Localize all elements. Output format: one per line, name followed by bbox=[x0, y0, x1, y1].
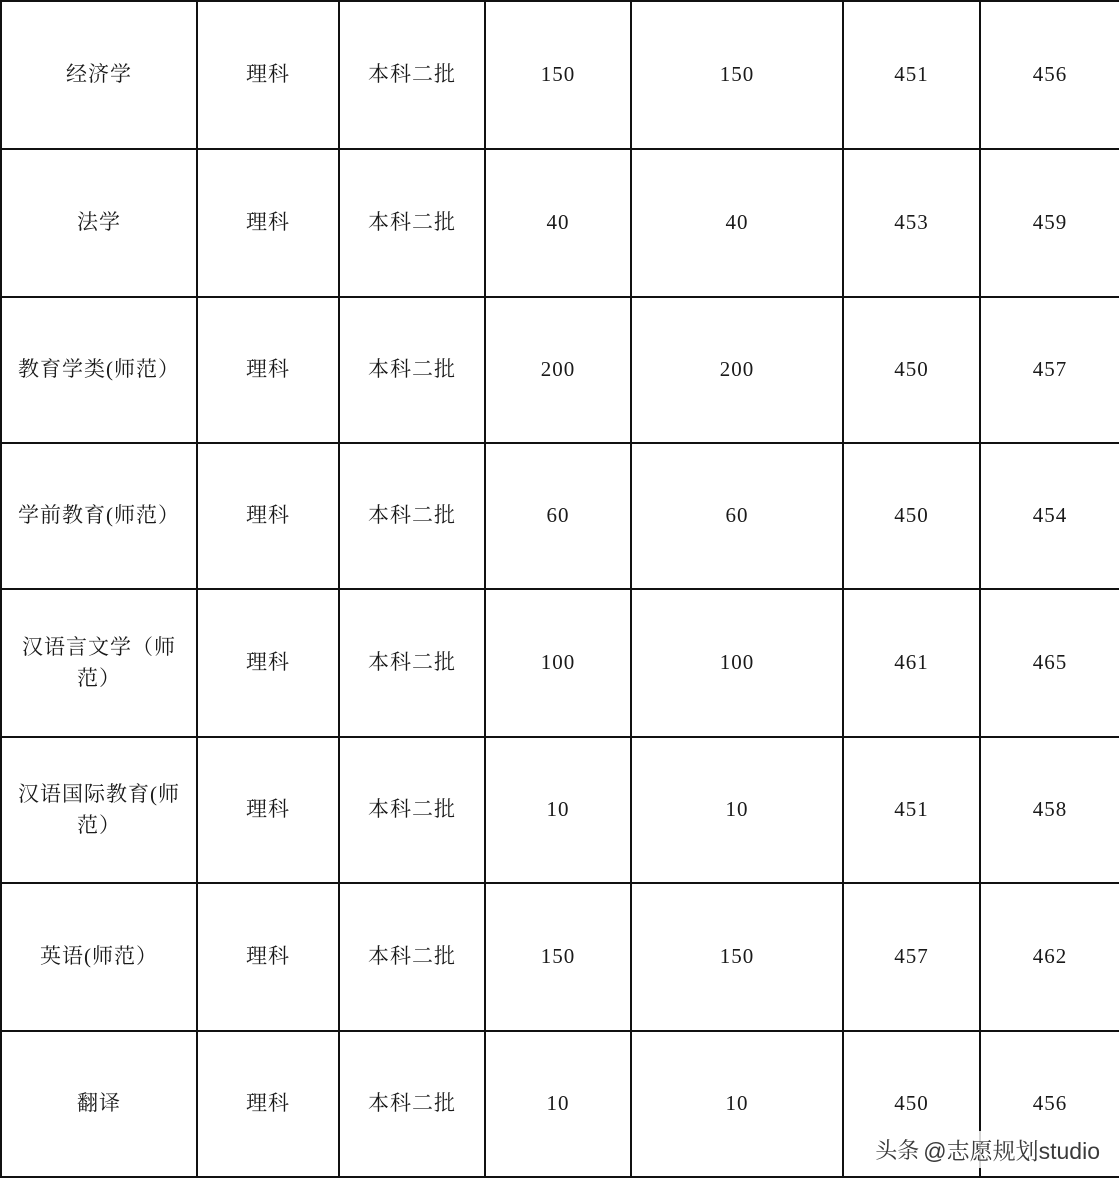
cell-subject: 理科 bbox=[197, 297, 339, 443]
cell-avg-score: 458 bbox=[980, 737, 1119, 883]
cell-plan: 60 bbox=[485, 443, 631, 589]
cell-subject: 理科 bbox=[197, 589, 339, 737]
cell-admitted: 40 bbox=[631, 149, 843, 297]
cell-subject: 理科 bbox=[197, 737, 339, 883]
cell-batch: 本科二批 bbox=[339, 443, 485, 589]
watermark bbox=[871, 1131, 1104, 1168]
cell-admitted: 150 bbox=[631, 883, 843, 1031]
cell-min-score: 450 bbox=[843, 1031, 980, 1177]
cell-major: 教育学类(师范） bbox=[1, 297, 197, 443]
cell-plan: 100 bbox=[485, 589, 631, 737]
cell-avg-score: 456 bbox=[980, 1031, 1119, 1177]
cell-min-score: 450 bbox=[843, 443, 980, 589]
cell-admitted: 200 bbox=[631, 297, 843, 443]
cell-major: 经济学 bbox=[1, 1, 197, 149]
cell-min-score: 453 bbox=[843, 149, 980, 297]
cell-avg-score: 457 bbox=[980, 297, 1119, 443]
cell-avg-score: 456 bbox=[980, 1, 1119, 149]
cell-subject: 理科 bbox=[197, 149, 339, 297]
cell-avg-score: 459 bbox=[980, 149, 1119, 297]
cell-batch: 本科二批 bbox=[339, 1, 485, 149]
cell-min-score: 461 bbox=[843, 589, 980, 737]
cell-batch: 本科二批 bbox=[339, 883, 485, 1031]
cell-admitted: 60 bbox=[631, 443, 843, 589]
cell-admitted: 10 bbox=[631, 1031, 843, 1177]
cell-subject: 理科 bbox=[197, 1, 339, 149]
cell-major: 法学 bbox=[1, 149, 197, 297]
cell-min-score: 451 bbox=[843, 1, 980, 149]
cell-plan: 200 bbox=[485, 297, 631, 443]
cell-batch: 本科二批 bbox=[339, 297, 485, 443]
cell-batch: 本科二批 bbox=[339, 149, 485, 297]
cell-subject: 理科 bbox=[197, 883, 339, 1031]
table-row bbox=[1, 1, 1119, 149]
cell-subject: 理科 bbox=[197, 1031, 339, 1177]
table-row bbox=[1, 883, 1119, 1031]
cell-admitted: 150 bbox=[631, 1, 843, 149]
cell-plan: 150 bbox=[485, 883, 631, 1031]
cell-min-score: 451 bbox=[843, 737, 980, 883]
cell-major: 学前教育(师范） bbox=[1, 443, 197, 589]
cell-batch: 本科二批 bbox=[339, 589, 485, 737]
cell-avg-score: 454 bbox=[980, 443, 1119, 589]
cell-batch: 本科二批 bbox=[339, 1031, 485, 1177]
table-row bbox=[1, 443, 1119, 589]
table-row bbox=[1, 589, 1119, 737]
cell-major: 汉语国际教育(师范） bbox=[1, 737, 197, 883]
cell-plan: 10 bbox=[485, 1031, 631, 1177]
cell-admitted: 10 bbox=[631, 737, 843, 883]
table-row bbox=[1, 737, 1119, 883]
cell-min-score: 450 bbox=[843, 297, 980, 443]
toutiao-logo: 头条 bbox=[875, 1138, 920, 1163]
cell-admitted: 100 bbox=[631, 589, 843, 737]
cell-plan: 150 bbox=[485, 1, 631, 149]
cell-min-score: 457 bbox=[843, 883, 980, 1031]
cell-plan: 40 bbox=[485, 149, 631, 297]
cell-major: 汉语言文学（师范） bbox=[1, 589, 197, 737]
cell-major: 翻译 bbox=[1, 1031, 197, 1177]
watermark-text: @志愿规划studio bbox=[923, 1138, 1100, 1164]
table-row bbox=[1, 297, 1119, 443]
cell-major: 英语(师范） bbox=[1, 883, 197, 1031]
cell-batch: 本科二批 bbox=[339, 737, 485, 883]
table-row bbox=[1, 149, 1119, 297]
cell-avg-score: 462 bbox=[980, 883, 1119, 1031]
cell-subject: 理科 bbox=[197, 443, 339, 589]
cell-plan: 10 bbox=[485, 737, 631, 883]
cell-avg-score: 465 bbox=[980, 589, 1119, 737]
